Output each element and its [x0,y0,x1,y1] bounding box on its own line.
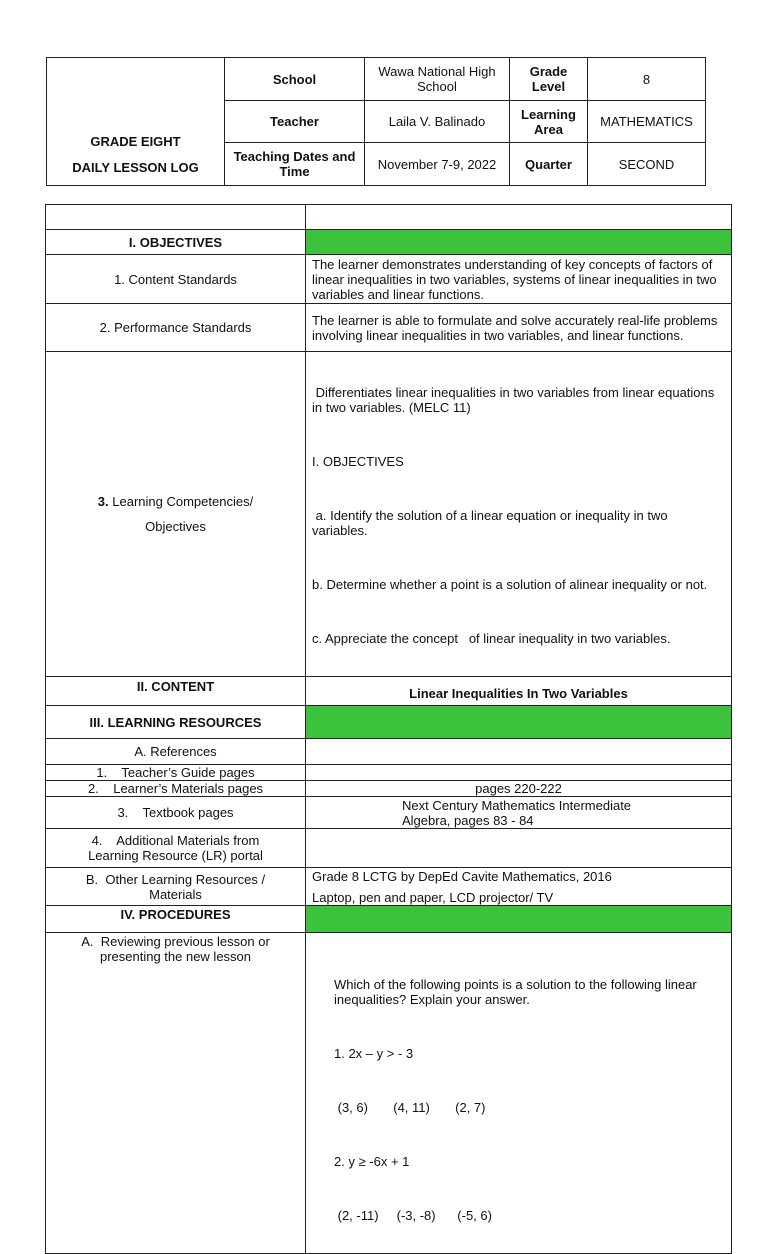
lr-portal-label-line-2: Learning Resource (LR) portal [88,848,263,863]
objectives-heading: I. OBJECTIVES [46,230,306,255]
procedure-item-2: 2. y ≥ -6x + 1 [334,1154,410,1169]
procedure-question: Which of the following points is a solution to the following linear inequalities? Explain your answer. [334,977,701,1007]
procedure-item-1-points: (3, 6) (4, 11) (2, 7) [334,1100,486,1115]
grade-level-value: 8 [588,58,706,101]
procedures-green-bar [306,906,732,933]
other-resources-label-line-1: B. Other Learning Resources / [85,871,266,887]
procedure-item-2-points: (2, -11) (-3, -8) (-5, 6) [334,1208,492,1223]
procedure-item-1: 1. 2x – y > - 3 [334,1046,414,1061]
other-resources-label-line-2: Materials [149,886,202,902]
lr-portal-label [46,829,306,868]
learners-materials-label: 2. Learner’s Materials pages [46,781,306,797]
objectives-green-bar [306,230,732,255]
objectives-subheading: I. OBJECTIVES [312,454,404,469]
blank-cell-right [306,205,732,230]
school-label: School [225,58,365,101]
competencies-number: 3. [97,494,109,509]
competencies-label [46,352,306,677]
document-title [47,58,225,186]
references-label: A. References [46,739,306,765]
procedure-a-content [306,933,732,1254]
title-line-1: GRADE EIGHT [90,134,181,149]
competencies-content [306,352,732,677]
references-value [306,739,732,765]
quarter-value: SECOND [588,143,706,186]
lr-portal-label-line-1: 4. Additional Materials from [91,833,260,848]
resources-green-bar [306,706,732,739]
content-standards-label: 1. Content Standards [46,255,306,304]
competencies-label-line-1: Learning Competencies/ [112,494,254,509]
objective-a: a. Identify the solution of a linear equation or inequality in two variables. [312,508,672,538]
school-value: Wawa National High School [365,58,510,101]
other-resources-label [46,868,306,906]
dates-label: Teaching Dates and Time [225,143,365,186]
teacher-label: Teacher [225,101,365,143]
textbook-value [306,797,732,829]
performance-standards-text: The learner is able to formulate and solve accurately real-life problems involving linear inequalities in two variables, and linear functions. [306,304,732,352]
grade-level-label: Grade Level [510,58,588,101]
procedure-a-label-line-2: presenting the new lesson [99,949,252,964]
other-resources-value [306,868,732,906]
learning-area-value: MATHEMATICS [588,101,706,143]
learners-materials-value: pages 220-222 [306,781,732,797]
header-table [46,57,706,186]
lesson-table [45,204,732,1254]
learning-area-label: Learning Area [510,101,588,143]
blank-cell-left [46,205,306,230]
teacher-value: Laila V. Balinado [365,101,510,143]
procedure-a-label-line-1: A. Reviewing previous lesson or [81,934,270,949]
lr-portal-value [306,829,732,868]
textbook-label: 3. Textbook pages [46,797,306,829]
procedures-heading: IV. PROCEDURES [46,906,306,933]
textbook-value-line-2: Algebra, pages 83 - 84 [402,812,534,828]
teachers-guide-label: 1. Teacher’s Guide pages [46,765,306,781]
procedure-a-label [46,933,306,1254]
competencies-label-line-2: Objectives [145,519,206,534]
content-heading: II. CONTENT [46,677,306,706]
quarter-label: Quarter [510,143,588,186]
other-resources-value-line-2: Laptop, pen and paper, LCD projector/ TV [312,889,554,905]
other-resources-value-line-1: Grade 8 LCTG by DepEd Cavite Mathematics, 2016 [312,868,612,884]
dates-value: November 7-9, 2022 [365,143,510,186]
objective-c: c. Appreciate the concept of linear inequality in two variables. [312,631,671,646]
title-line-2: DAILY LESSON LOG [72,160,199,175]
teachers-guide-value [306,765,732,781]
content-standards-text: The learner demonstrates understanding of key concepts of factors of linear inequalities in two variables, systems of linear inequalities in two variables and linear functions. [306,255,732,304]
performance-standards-label: 2. Performance Standards [46,304,306,352]
content-value: Linear Inequalities In Two Variables [306,677,732,706]
resources-heading: III. LEARNING RESOURCES [46,706,306,739]
objective-b: b. Determine whether a point is a solution of alinear inequality or not. [312,577,708,592]
competency-melc: Differentiates linear inequalities in two variables from linear equations in two variables. (MELC 11) [312,385,718,415]
textbook-value-line-1: Next Century Mathematics Intermediate [402,797,632,813]
